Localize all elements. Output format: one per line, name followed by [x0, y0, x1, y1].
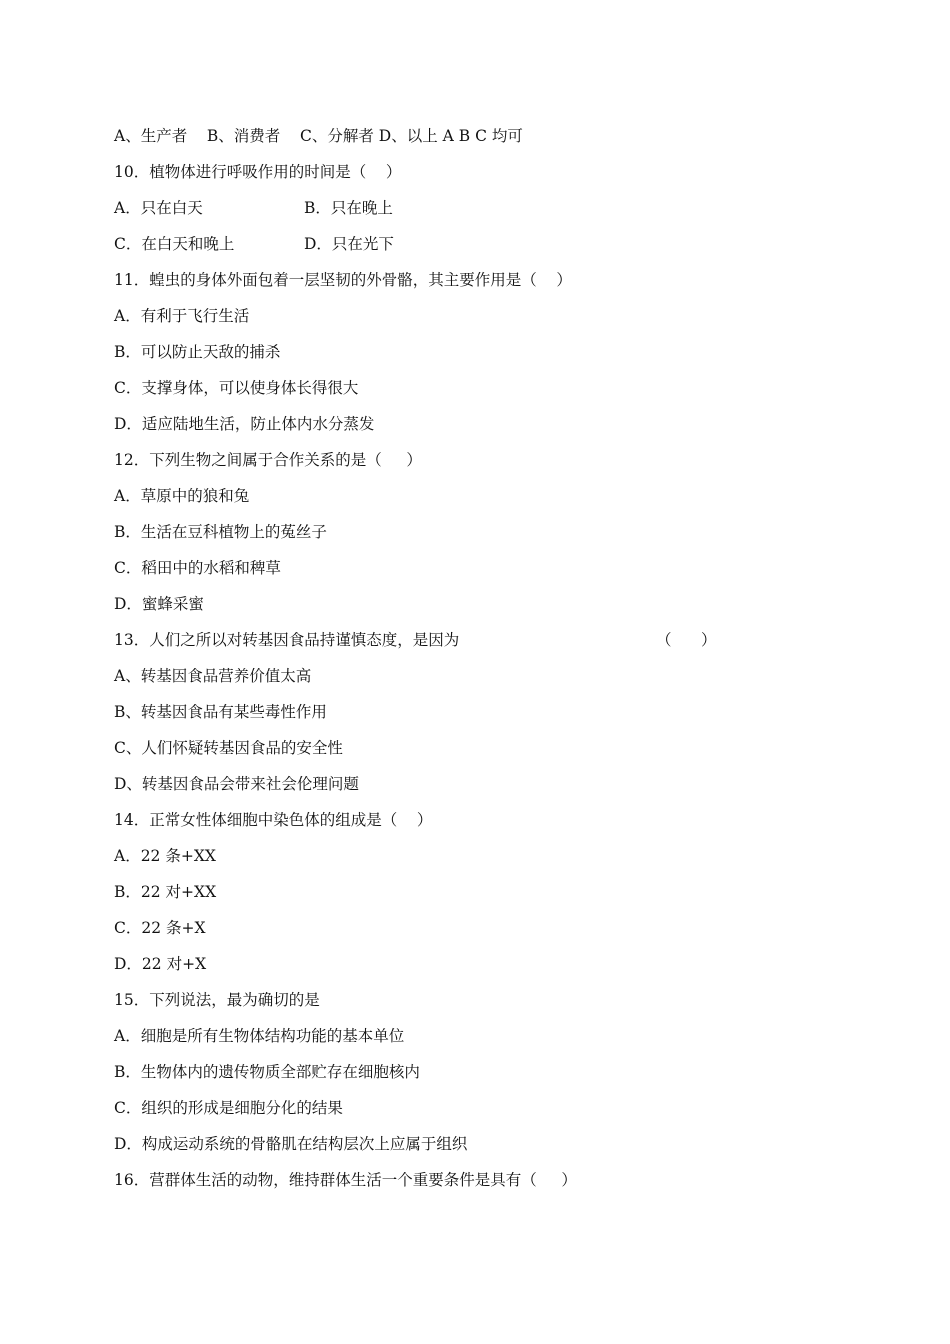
q13-option-d: D、转基因食品会带来社会伦理问题 [114, 775, 359, 793]
q14-option-b: B．22 对+XX [114, 883, 217, 901]
q15-option-c: C．组织的形成是细胞分化的结果 [114, 1099, 343, 1117]
q13-answer-bracket: （ ） [656, 631, 717, 649]
q14-option-d: D．22 对+X [114, 955, 207, 973]
q13-stem: 13．人们之所以对转基因食品持谨慎态度，是因为 [114, 631, 460, 649]
q10-option-b: B．只在晚上 [304, 199, 393, 217]
q11-option-a: A．有利于飞行生活 [114, 307, 250, 325]
q13-option-a: A、转基因食品营养价值太高 [114, 667, 312, 685]
q13-option-c: C、人们怀疑转基因食品的安全性 [114, 739, 343, 757]
q15-stem: 15．下列说法，最为确切的是 [114, 991, 320, 1009]
q16-stem: 16．营群体生活的动物，维持群体生活一个重要条件是具有（ ） [114, 1171, 577, 1189]
q10-option-c: C．在白天和晚上 [114, 235, 235, 253]
q15-option-a: A．细胞是所有生物体结构功能的基本单位 [114, 1027, 405, 1045]
q12-option-c: C．稻田中的水稻和稗草 [114, 559, 281, 577]
q11-stem: 11．蝗虫的身体外面包着一层坚韧的外骨骼，其主要作用是（ ） [114, 271, 572, 289]
q13-option-b: B、转基因食品有某些毒性作用 [114, 703, 327, 721]
q11-option-b: B．可以防止天敌的捕杀 [114, 343, 281, 361]
q11-option-c: C．支撑身体，可以使身体长得很大 [114, 379, 359, 397]
q10-option-d: D．只在光下 [304, 235, 394, 253]
q15-option-d: D．构成运动系统的骨骼肌在结构层次上应属于组织 [114, 1135, 468, 1153]
q9-options: A、生产者 B、消费者 C、分解者 D、以上 A B C 均可 [114, 127, 523, 145]
q12-option-a: A．草原中的狼和兔 [114, 487, 250, 505]
q15-option-b: B．生物体内的遗传物质全部贮存在细胞核内 [114, 1063, 420, 1081]
q10-option-a: A．只在白天 [114, 199, 203, 217]
q14-option-c: C．22 条+X [114, 919, 206, 937]
q12-option-d: D．蜜蜂采蜜 [114, 595, 204, 613]
q14-stem: 14．正常女性体细胞中染色体的组成是（ ） [114, 811, 433, 829]
q12-option-b: B．生活在豆科植物上的菟丝子 [114, 523, 327, 541]
q11-option-d: D．适应陆地生活，防止体内水分蒸发 [114, 415, 375, 433]
q10-stem: 10．植物体进行呼吸作用的时间是（ ） [114, 163, 402, 181]
q14-option-a: A．22 条+XX [114, 847, 216, 865]
q12-stem: 12．下列生物之间属于合作关系的是（ ） [114, 451, 422, 469]
